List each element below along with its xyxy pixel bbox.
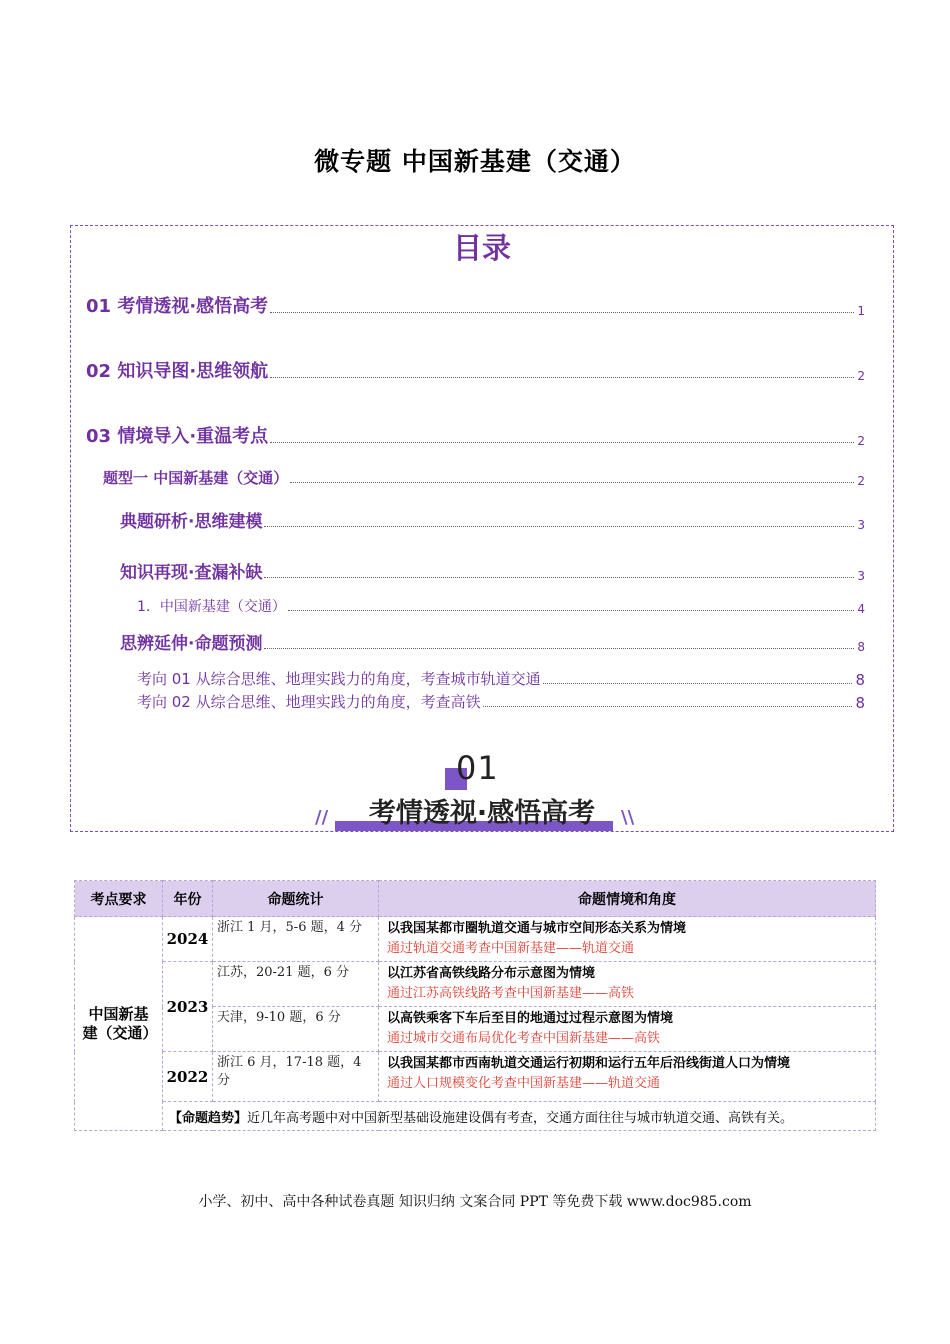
context-cell <box>379 1007 876 1052</box>
toc-entry-page: 4 <box>857 602 865 616</box>
toc-entry-page: 8 <box>855 671 865 689</box>
toc-entry-page: 3 <box>857 518 865 532</box>
toc-entry-label: 02 知识导图·思维领航 <box>86 361 269 382</box>
toc-entry[interactable] <box>120 507 865 532</box>
stat-cell: 浙江 1 月，5-6 题，4 分 <box>213 917 379 962</box>
trend-row <box>75 1102 876 1131</box>
toc-entry-label: 考向 01 从综合思维、地理实践力的角度，考查城市轨道交通 <box>137 670 541 688</box>
toc-entry[interactable] <box>120 629 865 654</box>
toc-entry-page: 8 <box>855 694 865 712</box>
year-cell: 2022 <box>163 1052 213 1102</box>
year-cell: 2023 <box>163 962 213 1052</box>
toc-leader <box>270 311 854 313</box>
slash-decoration-right: \\ <box>621 807 635 828</box>
toc-entry-label: 1．中国新基建（交通） <box>137 599 286 615</box>
toc-entry-label: 题型一 中国新基建（交通） <box>103 469 289 487</box>
context-text: 以我国某都市圈轨道交通与城市空间形态关系为情境 <box>387 921 687 936</box>
table-row <box>75 917 876 962</box>
context-cell <box>379 962 876 1007</box>
toc-entry[interactable] <box>137 596 865 616</box>
header-cell: 年份 <box>163 881 213 917</box>
toc-entry[interactable] <box>86 422 865 448</box>
context-cell <box>379 917 876 962</box>
header-cell: 命题统计 <box>213 881 379 917</box>
stat-cell: 江苏，20-21 题，6 分 <box>213 962 379 1007</box>
table-row <box>75 962 876 1007</box>
section-number: 01 <box>456 749 499 787</box>
section-title: 考情透视·感悟高考 <box>368 798 596 829</box>
toc-entry[interactable] <box>103 467 865 488</box>
table-row <box>75 1052 876 1102</box>
trend-label: 【命题趋势】 <box>169 1110 248 1126</box>
table-header-row <box>75 881 876 917</box>
toc-entry-page: 1 <box>857 304 865 318</box>
topic-cell <box>75 917 163 1131</box>
context-text: 以江苏省高铁线路分布示意图为情境 <box>387 966 596 981</box>
toc-entry-page: 2 <box>857 434 865 448</box>
angle-text: 通过人口规模变化考查中国新基建——轨道交通 <box>387 1076 661 1091</box>
toc-entry[interactable] <box>137 691 865 712</box>
slash-decoration-left: // <box>315 807 329 828</box>
header-cell: 考点要求 <box>75 881 163 917</box>
year-cell: 2024 <box>163 917 213 962</box>
toc-entry-label: 03 情境导入·重温考点 <box>86 426 269 447</box>
toc-leader <box>543 682 853 684</box>
trend-cell <box>163 1102 876 1131</box>
toc-entry-page: 2 <box>857 474 865 488</box>
topic-text: 中国新基建（交通） <box>82 1004 158 1042</box>
toc-entry[interactable] <box>86 292 865 318</box>
angle-text: 通过江苏高铁线路考查中国新基建——高铁 <box>387 986 635 1001</box>
toc-leader <box>483 705 853 707</box>
toc-entry[interactable] <box>86 357 865 383</box>
toc-heading: 目录 <box>452 231 511 265</box>
table-of-contents <box>70 225 894 832</box>
toc-leader <box>270 441 854 443</box>
context-cell <box>379 1052 876 1102</box>
toc-entry-page: 3 <box>857 569 865 583</box>
toc-entry-label: 典题研析·思维建模 <box>120 512 263 532</box>
toc-leader <box>264 647 854 649</box>
angle-text: 通过轨道交通考查中国新基建——轨道交通 <box>387 941 635 956</box>
header-cell: 命题情境和角度 <box>379 881 876 917</box>
toc-leader <box>288 609 854 611</box>
context-text: 以高铁乘客下车后至目的地通过过程示意图为情境 <box>387 1011 674 1026</box>
toc-entry[interactable] <box>137 668 865 689</box>
toc-leader <box>290 481 854 483</box>
section-badge <box>71 749 893 833</box>
page-footer: 小学、初中、高中各种试卷真题 知识归纳 文案合同 PPT 等免费下载 www.doc985.com <box>198 1194 752 1210</box>
toc-entry-label: 知识再现·查漏补缺 <box>120 563 263 583</box>
toc-entry[interactable] <box>120 558 865 583</box>
stat-cell: 天津，9-10 题，6 分 <box>213 1007 379 1052</box>
toc-entry-label: 01 考情透视·感悟高考 <box>86 296 269 317</box>
toc-entry-page: 8 <box>857 640 865 654</box>
toc-leader <box>270 376 854 378</box>
toc-entry-label: 考向 02 从综合思维、地理实践力的角度，考查高铁 <box>137 693 481 711</box>
exam-analysis-table <box>74 880 876 1131</box>
toc-entry-page: 2 <box>857 369 865 383</box>
angle-text: 通过城市交通布局优化考查中国新基建——高铁 <box>387 1031 661 1046</box>
toc-leader <box>264 576 854 578</box>
page-title: 微专题 中国新基建（交通） <box>314 147 636 176</box>
stat-cell: 浙江 6 月，17-18 题，4 分 <box>213 1052 379 1102</box>
trend-text: 近几年高考题中对中国新型基础设施建设偶有考查，交通方面往往与城市轨道交通、高铁有关。 <box>247 1110 794 1126</box>
toc-leader <box>264 525 854 527</box>
context-text: 以我国某都市西南轨道交通运行初期和运行五年后沿线街道人口为情境 <box>387 1056 791 1071</box>
toc-entry-label: 思辨延伸·命题预测 <box>120 634 263 654</box>
